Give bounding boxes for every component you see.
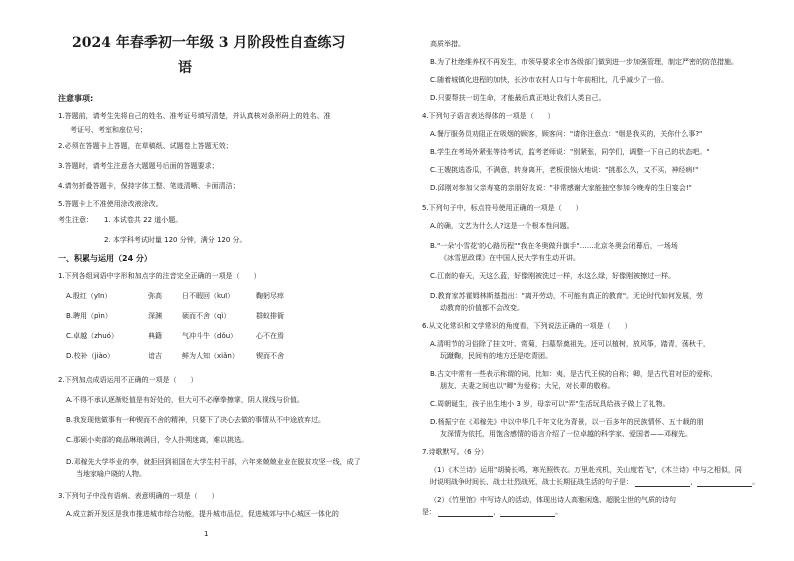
answer-blank-2[interactable] <box>697 480 752 487</box>
q3-option-c: C.随着城镇化进程的加快，长沙市农村人口与十年前相比，几乎减少了一倍。 <box>430 76 669 84</box>
q6-option-b-cont: 朋友、夫妻之间也以"卿"为爱称；大兄，对长辈的敬称。 <box>440 382 615 390</box>
notice-item-1b: 考证号、考室和座位号； <box>70 126 147 134</box>
q1-a-c3: 日不暇回（kuī） <box>182 292 235 300</box>
q3-option-a: A.成立新开发区是我市推进城市综合功能，提升城市品位，促进城郊与中心城区一体化的 <box>66 510 339 518</box>
q7-part1-cont: 时说明战争时间长、战士壮烈战死，战士长期征战生活的句子是： ， 。 <box>430 478 760 486</box>
page-number: 1 <box>204 530 209 538</box>
q6-option-b: B.古文中常有一些表示称谓的词，比如：夷，是古代王侯的自称；卿，是古代君对臣的爱称， <box>430 370 718 378</box>
exam-note-2: 2. 本学科考试时量 120 分钟，满分 120 分。 <box>104 236 247 244</box>
q2-stem: 2.下列加点成语运用不正确的一项是（ ） <box>58 376 198 384</box>
q1-a-c4: 鞠躬尽瘁 <box>256 292 284 300</box>
q4-option-d: D.邱刚对参加父亲寿宴的亲朋好友说："非常感谢大家能抽空参加今晚寿的生日宴会!" <box>430 184 692 192</box>
q3-option-a-cont: 高质举措。 <box>430 40 465 48</box>
notice-item-4: 4.请勿折叠答题卡，保持字体工整、笔迹清晰、卡面清洁； <box>58 182 240 190</box>
q1-c-c1: C.卓越（zhuó） <box>66 332 118 340</box>
q5-option-a: A.的确，文艺为什么人?这是一个根本性问题。 <box>430 222 574 230</box>
q5-stem: 5.下列句子中，标点符号使用正确的一项是（ ） <box>422 204 583 212</box>
q1-c-c2: 典籍 <box>148 332 162 340</box>
q1-a-c1: A.殷红（yīn） <box>66 292 112 300</box>
notice-item-3: 3.答题时，请考生注意各大题题号后面的答题要求； <box>58 162 219 170</box>
notice-item-1: 1.答题前，请考生先将自己的姓名、准考证号填写清楚，并认真核对条形码上的姓名、准 <box>58 112 331 120</box>
q7-stem: 7.诗歌默写。（6 分） <box>422 448 488 456</box>
q1-d-c2: 谙吉 <box>148 352 162 360</box>
section1-heading: 一、积累与运用（24 分） <box>58 254 152 263</box>
q1-d-c1: D.校补（jiào） <box>66 352 115 360</box>
q3-stem: 3.下列句子中没有语病、表意明确的一项是（ ） <box>58 492 219 500</box>
q6-option-d-cont: 友深情为依托，用饱含感情的语言介绍了一位卓越的科学家、爱国者——邓稼先。 <box>440 430 692 438</box>
q2-option-d: D.邓稼先大学毕业的李，就拒回到祖国在大学生村干部，六年来兢兢业业在脱贫攻坚一线，成了 <box>66 458 361 466</box>
notice-item-2: 2.必须在答题卡上答题，在草稿纸、试题卷上答题无效； <box>58 142 233 150</box>
q1-b-c2: 深渊 <box>148 312 162 320</box>
q1-b-c3: 硕而不舍（qì） <box>182 312 231 320</box>
q6-option-d: D.杨振宁在《邓稼先》中以中华几千年文化为背景，以一百多年的民族情怀、五十载的朋 <box>430 418 704 426</box>
q1-c-c3: 气冲斗牛（dǒu） <box>182 332 238 340</box>
subject-title: 语 <box>178 60 192 76</box>
q5-option-c: C.江南的春天，天这么蓝，好像刚被洗过一样，水这么绿，好像刚被擦过一样。 <box>430 272 676 280</box>
q1-c-c4: 心不在焉 <box>256 332 284 340</box>
exam-note-label: 考生注意： <box>58 216 93 224</box>
q5-option-d: D.教育家苏霍姆林斯基指出："离开劳动，不可能有真正的教育"。无论时代如何发展，劳 <box>430 292 704 300</box>
q7-part1: （1）《木兰诗》运用"胡骑长鸣，寒光照铁衣。万里赴戎机，关山度若飞"，《木兰诗》中与之相似，同 <box>430 466 742 474</box>
q3-option-b: B.为了杜绝维养权不再发生，市领导要求全市各级部门做到进一步加强管理，制定严密的防范措施。 <box>430 58 739 66</box>
q7-part2: （2）《竹里馆》中写诗人的活动，体现出诗人高雅闲逸、超脱尘世的气质的诗句 <box>430 496 676 504</box>
notice-heading: 注意事项: <box>58 94 94 103</box>
answer-blank-1[interactable] <box>635 480 690 487</box>
q6-option-c: C.周朝诞生，孩子出生地小 3 岁，母亲可以"弄"生活玩具给孩子做上了礼物。 <box>430 400 670 408</box>
q1-b-c4: 群蚁排衙 <box>256 312 284 320</box>
exam-note-1: 1. 本试卷共 22 道小题。 <box>104 216 183 224</box>
answer-blank-4[interactable] <box>500 510 555 517</box>
q6-stem: 6.从文化常识和文学常识的角度看，下列说法正确的一项是（ ） <box>422 322 632 330</box>
q1-d-c4: 锲而不舍 <box>256 352 284 360</box>
q7-part2-cont: 是： ， 。 <box>422 508 563 516</box>
q1-d-c3: 鲜为人知（xiǎn） <box>182 352 239 360</box>
q2-option-b: B.我发现他做事有一种锲而不舍的精神，只要下了决心去做的事情从不中途放弃过。 <box>66 416 326 424</box>
q2-option-d-cont: 当地家喻户晓的人物。 <box>76 470 146 478</box>
q6-option-a-cont: 玩蹴鞠，民间有的地方还是吃青团。 <box>440 352 552 360</box>
notice-item-5: 5.答题卡上不准使用涂改液涂改。 <box>58 200 163 208</box>
q5-option-b: B."一朵'小雪花'的心路历程""我在冬奥做升旗手"……北京冬奥会闭幕后，一场场 <box>430 242 678 250</box>
q1-a-c2: 弥高 <box>148 292 162 300</box>
q2-option-a: A.不得不承认逐渐贬值是有好处的，但大可不必摩拳擦掌，阴人视线与价值。 <box>66 396 304 404</box>
q7-part2-cont-text: 是： <box>422 508 436 516</box>
q4-stem: 4.下列句子语言表达得体的一项是（ ） <box>422 112 555 120</box>
answer-blank-3[interactable] <box>438 510 493 517</box>
q1-b-c1: B.聘用（pìn） <box>66 312 112 320</box>
q1-stem: 1.下列各组词语中字形和加点字的注音完全正确的一项是（ ） <box>58 272 261 280</box>
q6-option-a: A.清明节的习俗除了挂文叶、赏菊，扫墓祭奠祖先，还可以植树，放风筝，踏青，荡秋千， <box>430 340 710 348</box>
q4-option-c: C.王嫂挑选香瓜，不满意，转身离开，老板很恼火地说："挑那么久，又不买，神经病!" <box>430 166 699 174</box>
q5-option-d-cont: 动教育的价值都不会改变。 <box>440 304 524 312</box>
q2-option-c: C.那硕小卖部的商品琳琅满目，令人扑朔迷离，难以挑选。 <box>66 436 249 444</box>
q4-option-b: B.学生在考场外紧张等待考试，监考老师说："别紧张，同学们，调整一下自己的状态吧。" <box>430 148 710 156</box>
q4-option-a: A.餐厅服务员劝阻正在吸烟的顾客，顾客问："请你注意点："烟是我买的，关你什么事?" <box>430 130 703 138</box>
q7-part1-cont-text: 时说明战争时间长、战士壮烈战死，战士长期征战生活的句子是： <box>430 478 633 486</box>
q3-option-d: D.只要帮扶一切生命，才能最后真正地让我们人类自己。 <box>430 94 606 102</box>
q5-option-b-cont: 《冰雪思政课》在中国人民大学有生动开讲。 <box>440 254 580 262</box>
page-title: 2024 年春季初一年级 3 月阶段性自查练习 <box>72 35 346 51</box>
